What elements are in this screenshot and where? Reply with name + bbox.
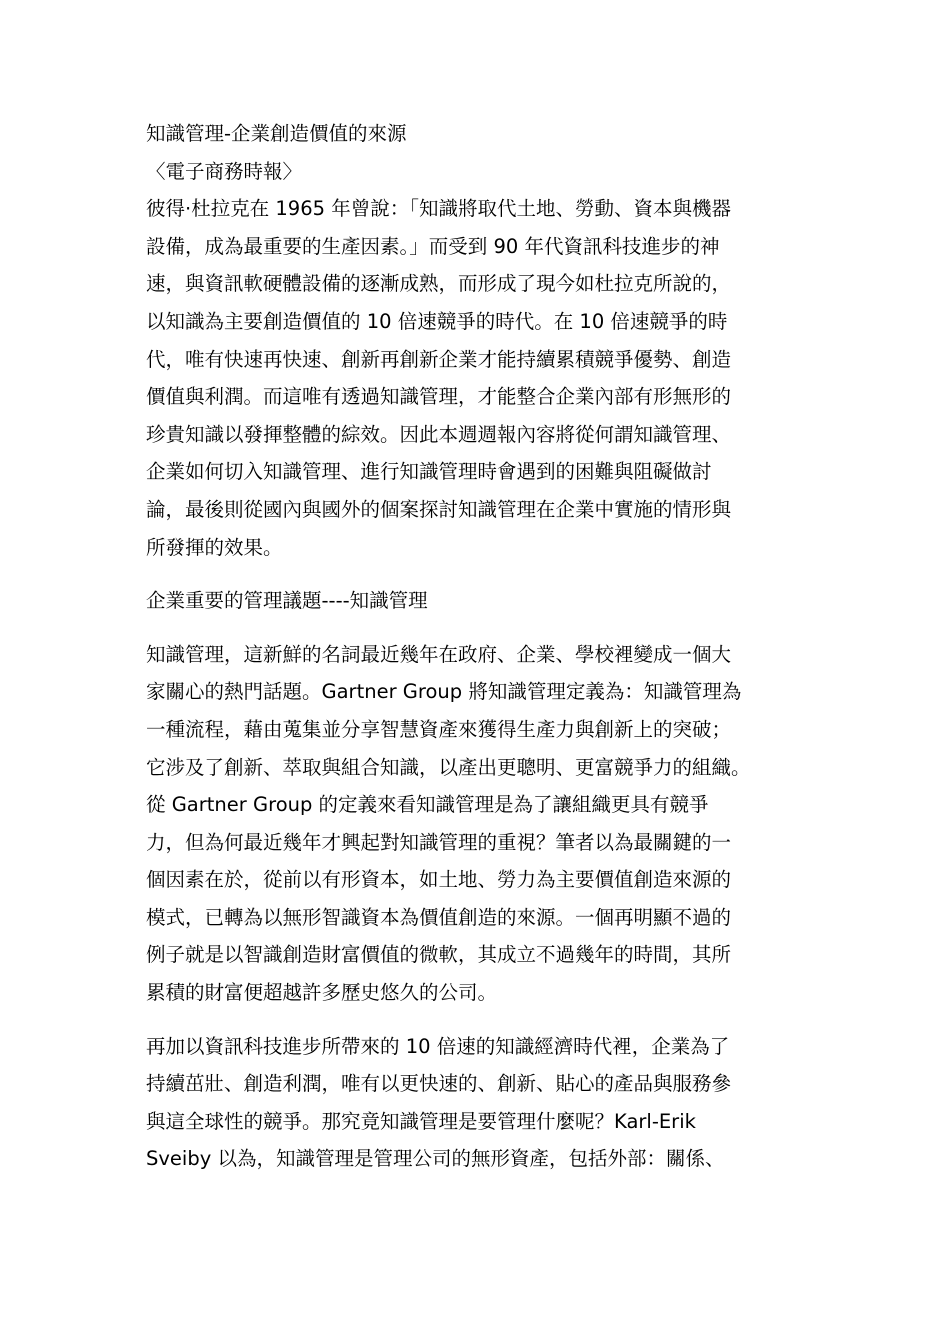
paragraph-line: 家關心的熱門話題。Gartner Group 將知識管理定義為：知識管理為 (146, 680, 742, 704)
paragraph-line: 模式，已轉為以無形智識資本為價值創造的來源。一個再明顯不過的 (146, 905, 732, 929)
document-source: 〈電子商務時報〉 (146, 159, 303, 183)
paragraph-line: 從 Gartner Group 的定義來看知識管理是為了讓組織更具有競爭 (146, 793, 709, 817)
paragraph-line: 力，但為何最近幾年才興起對知識管理的重視？筆者以為最關鍵的一 (146, 830, 732, 854)
paragraph-gap (146, 1012, 812, 1028)
paragraph-line: 它涉及了創新、萃取與組合知識，以產出更聰明、更富競爭力的組織。 (146, 755, 751, 779)
paragraph-line: 以知識為主要創造價值的 10 倍速競爭的時代。在 10 倍速競爭的時 (146, 309, 728, 333)
paragraph-line: 速，與資訊軟硬體設備的逐漸成熟，而形成了現今如杜拉克所說的， (146, 272, 732, 296)
paragraph-line: 設備，成為最重要的生產因素。」而受到 90 年代資訊科技進步的神 (146, 234, 720, 258)
paragraph-line: 企業如何切入知識管理、進行知識管理時會遇到的困難與阻礙做討 (146, 460, 712, 484)
paragraph-line: 所發揮的效果。 (146, 535, 283, 559)
paragraph-line: 一種流程，藉由蒐集並分享智慧資產來獲得生產力與創新上的突破； (146, 717, 732, 741)
paragraph-line: 彼得·杜拉克在 1965 年曾說：「知識將取代土地、勞動、資本與機器 (146, 197, 731, 221)
paragraph-gap (146, 620, 812, 636)
paragraph-line: 論，最後則從國內與國外的個案探討知識管理在企業中實施的情形與 (146, 497, 732, 521)
paragraph-line: 例子就是以智識創造財富價值的微軟，其成立不過幾年的時間，其所 (146, 943, 732, 967)
section-heading: 企業重要的管理議題----知識管理 (146, 589, 428, 613)
paragraph-line: 累積的財富便超越許多歷史悠久的公司。 (146, 981, 498, 1005)
paragraph-line: 持續茁壯、創造利潤，唯有以更快速的、創新、貼心的產品與服務參 (146, 1072, 732, 1096)
body-paragraph-2 (146, 636, 812, 1012)
paragraph-line: 與這全球性的競爭。那究竟知識管理是要管理什麼呢？Karl-Erik (146, 1109, 696, 1133)
document-title: 知識管理-企業創造價值的來源 (146, 122, 407, 145)
paragraph-gap (146, 566, 812, 582)
paragraph-line: 價值與利潤。而這唯有透過知識管理，才能整合企業內部有形無形的 (146, 385, 732, 409)
document-page (146, 115, 812, 1178)
intro-paragraph (146, 190, 812, 566)
paragraph-line: 個因素在於，從前以有形資本，如土地、勞力為主要價值創造來源的 (146, 868, 732, 892)
paragraph-line: Sveiby 以為，知識管理是管理公司的無形資產，包括外部：關係、 (146, 1147, 725, 1171)
paragraph-line: 知識管理，這新鮮的名詞最近幾年在政府、企業、學校裡變成一個大 (146, 642, 732, 666)
paragraph-line: 代，唯有快速再快速、創新再創新企業才能持續累積競爭優勢、創造 (146, 347, 732, 371)
paragraph-line: 珍貴知識以發揮整體的綜效。因此本週週報內容將從何謂知識管理、 (146, 422, 732, 446)
body-paragraph-3 (146, 1028, 812, 1178)
paragraph-line: 再加以資訊科技進步所帶來的 10 倍速的知識經濟時代裡，企業為了 (146, 1034, 730, 1058)
